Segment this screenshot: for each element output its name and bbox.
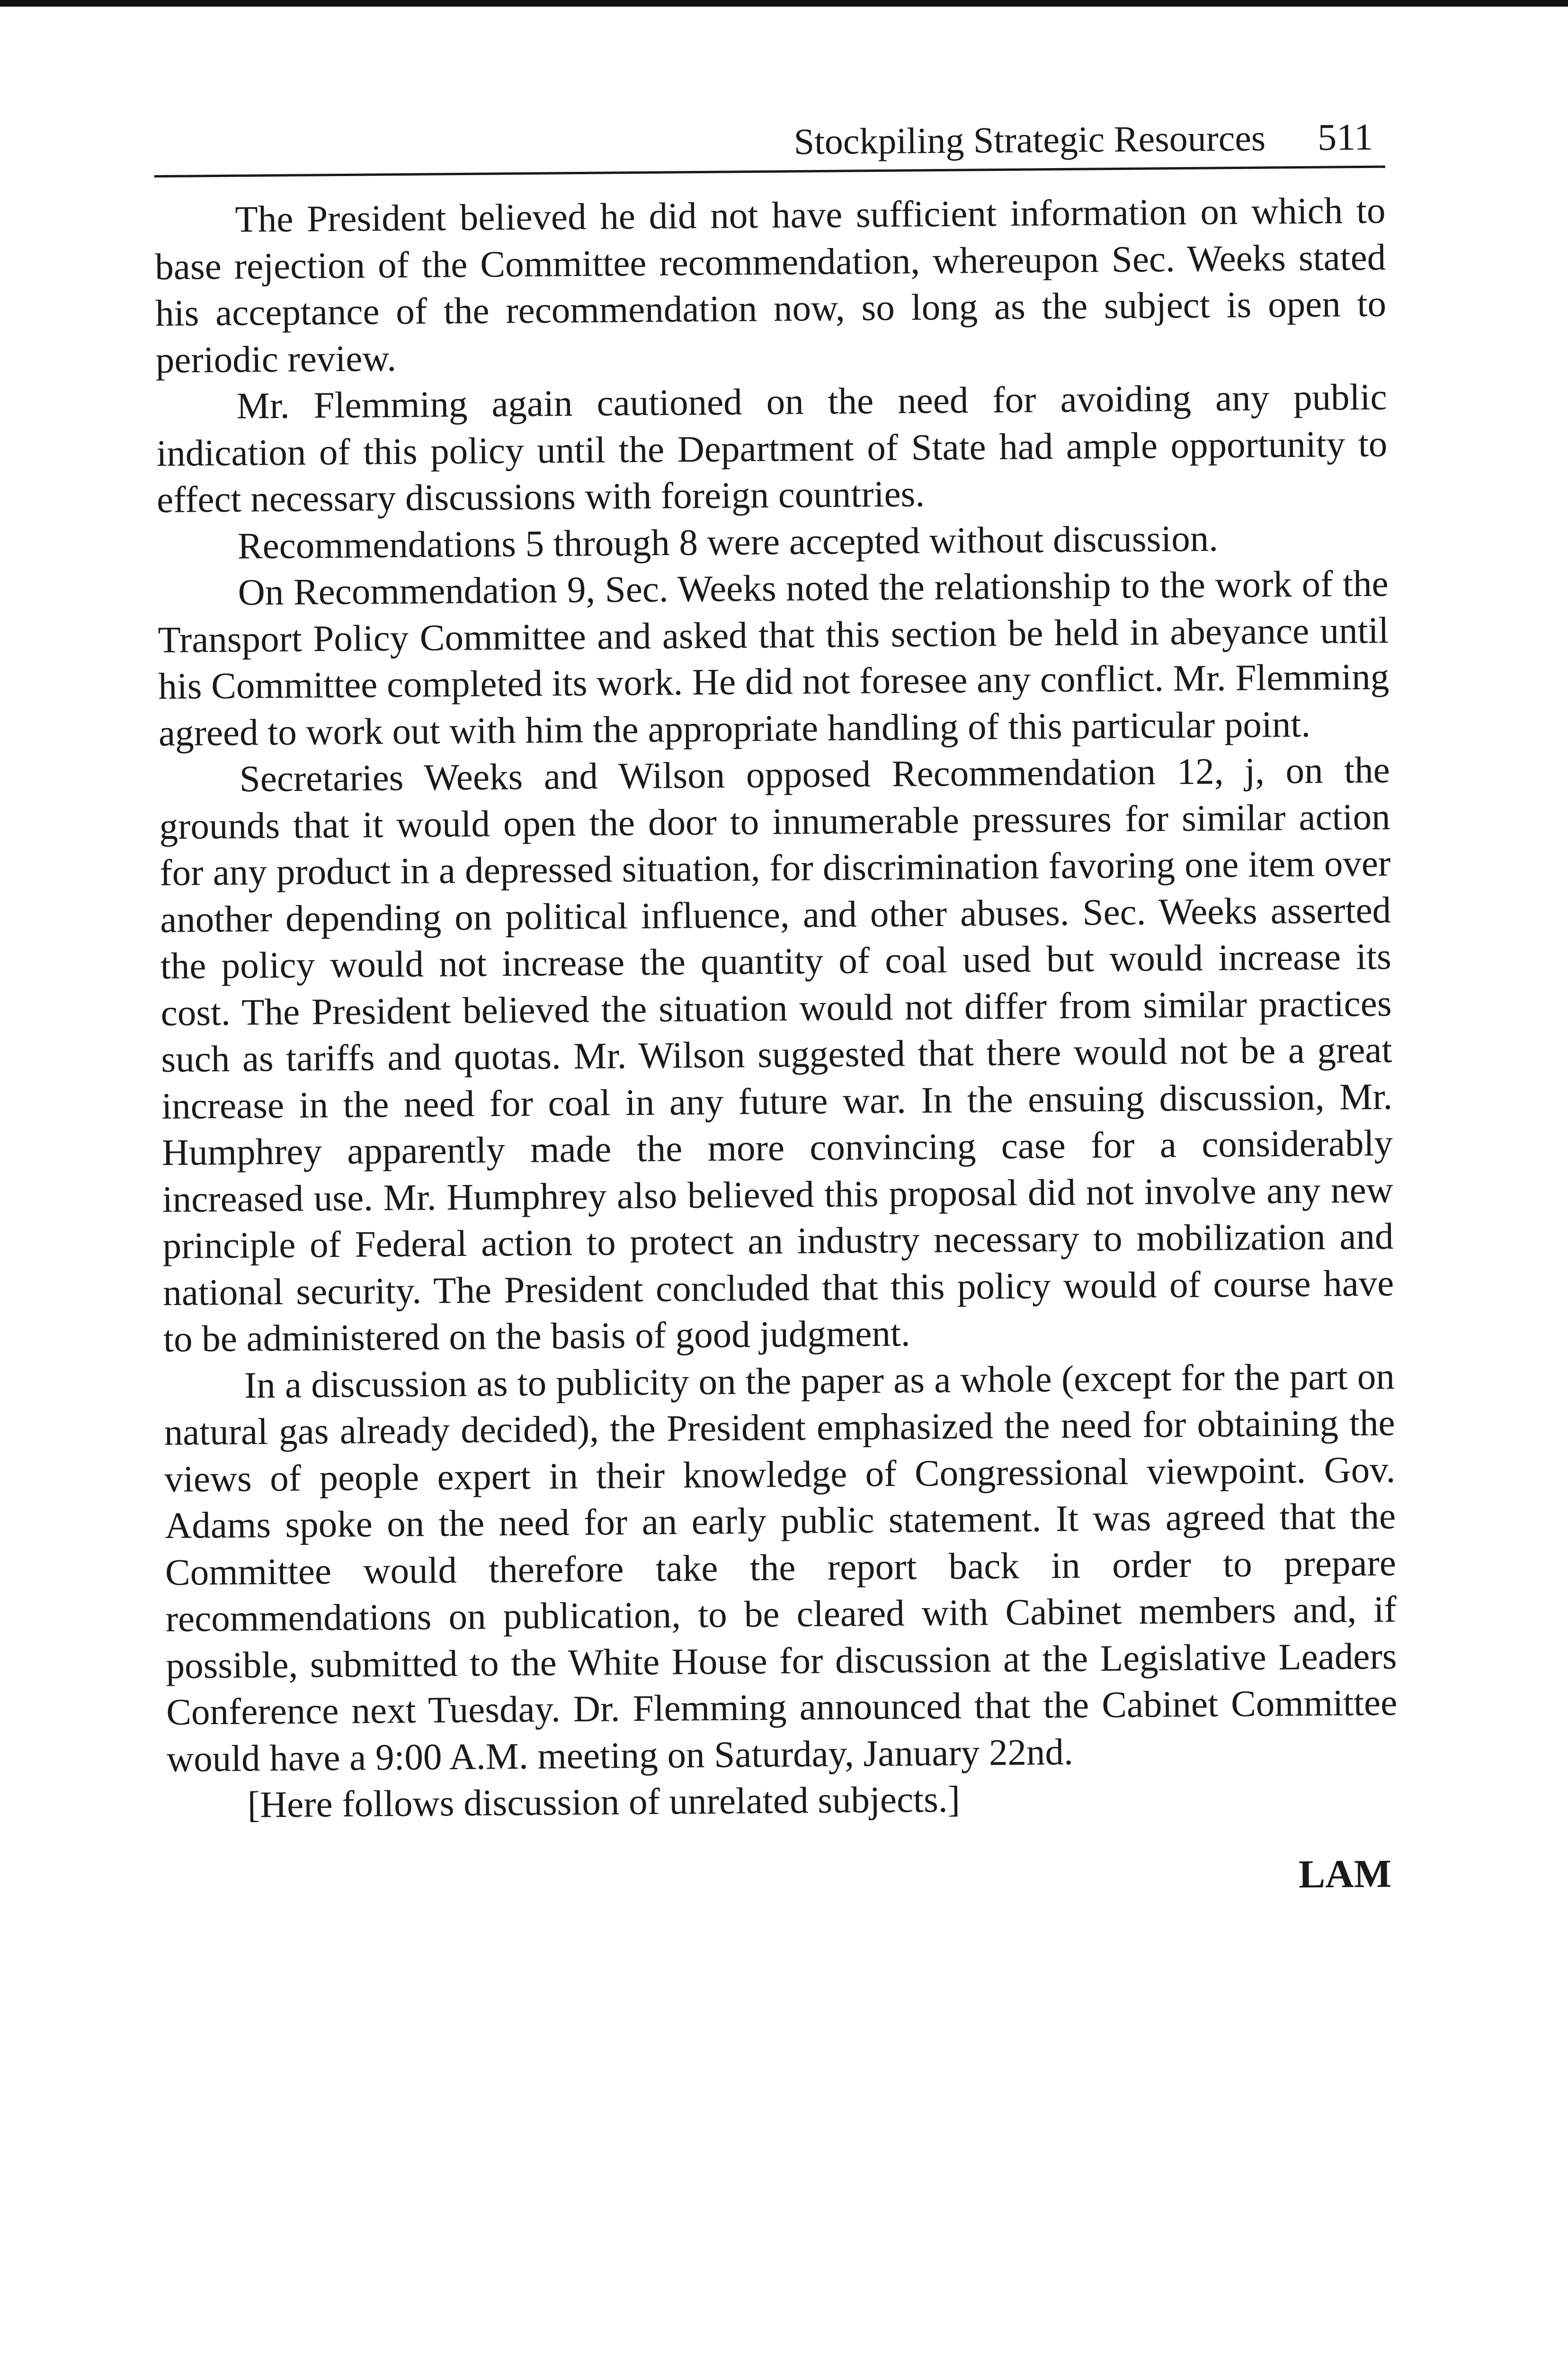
book-page — [154, 118, 1399, 1906]
paragraph-6: In a discussion as to publicity on the paper as a whole (except for the part on natural gas already decided), the President emphasized the need for obtaining the views of people expert in their knowledge of Congressional viewpoint. Gov. Adams spoke on the need for an early public statement. It was agreed that the Committee would therefore take the report back in order to prepare recommendations on publication, to be cleared with Cabinet members and, if possible, submitted to the White House for discussion at the Legislative Leaders Conference next Tuesday. Dr. Flemming announced that the Cabinet Committee would have a 9:00 A.M. meeting on Saturday, January 22nd. — [164, 1355, 1398, 1780]
running-title: Stockpiling Strategic Resources — [793, 117, 1266, 162]
paragraph-3: Recommendations 5 through 8 were accepted without discussion. — [237, 517, 1219, 567]
paragraph-5: Secretaries Weeks and Wilson opposed Recommendation 12, j, on the grounds that it would open the door to innumerable pressures for similar action for any product in a depressed situation, for discrimination favoring one item over another depending on political influence, and other abuses. Sec. Weeks asserted the policy would not increase the quantity of coal used but would increase its cost. The President believed the situation would not differ from similar practices such as tariffs and quotas. Mr. Wilson suggested that there would not be a great increase in the need for coal in any future war. In the ensuing discussion, Mr. Humphrey apparently made the more convincing case for a considerably increased use. Mr. Humphrey also believed this proposal did not involve any new principle of Federal action to protect an industry necessary to mobilization and national security. The President concluded that this policy would of course have to be administered on the basis of good judgment. — [159, 749, 1394, 1360]
running-head — [154, 118, 1385, 178]
body-text — [154, 188, 1398, 1830]
paragraph-1: The President believed he did not have sufficient information on which to base rejection of the Committee recommendation, whereupon Sec. Weeks stated his acceptance of the recommendation now, so long as the subject is open to periodic review. — [154, 190, 1387, 381]
page-number: 511 — [1317, 116, 1373, 159]
paragraph-7: [Here follows discussion of unrelated subjects.] — [247, 1779, 961, 1826]
paragraph-4: On Recommendation 9, Sec. Weeks noted the relationship to the work of the Transport Policy Committee and asked that this section be held in abeyance until his Committee completed its work. He did not foresee any conflict. Mr. Flemming agreed to work out with him the appropriate handling of this particular point. — [158, 563, 1390, 754]
paragraph-2: Mr. Flemming again cautioned on the need for avoiding any public indication of this policy until the Department of State had ample opportunity to effect necessary discussions with foreign countries. — [156, 376, 1388, 521]
top-edge-bar — [0, 0, 1568, 7]
author-initials: LAM — [1298, 1851, 1392, 1896]
